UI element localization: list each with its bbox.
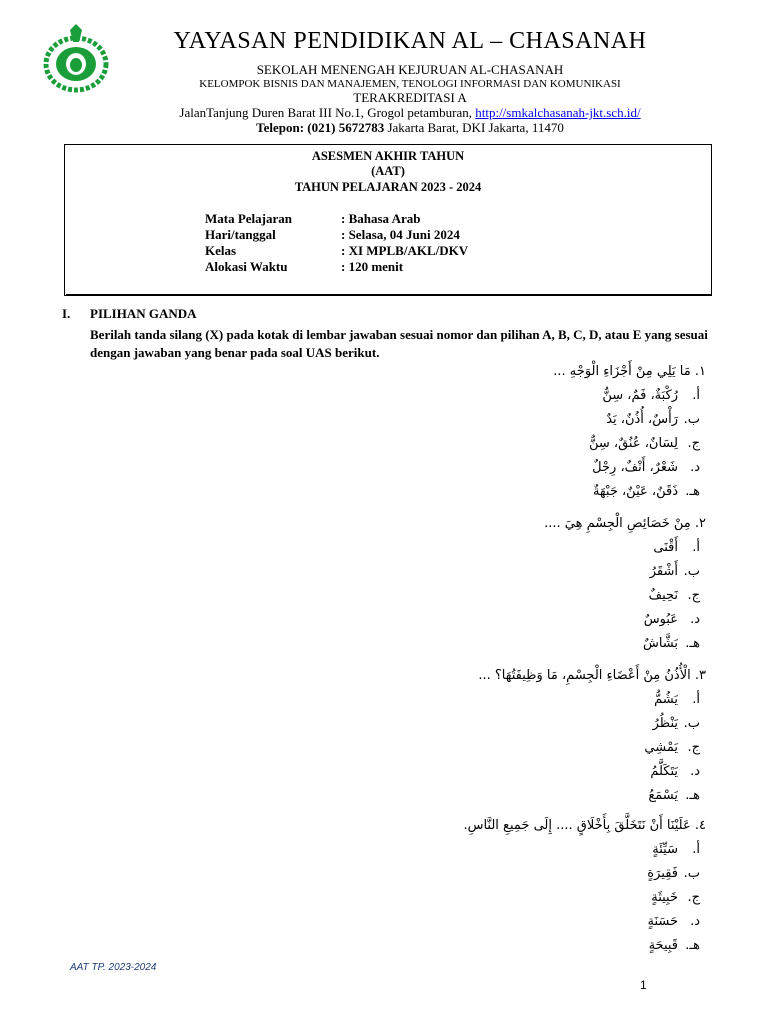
option-text: أَشْقَرُ <box>649 564 678 579</box>
question-number: ٣. <box>694 668 706 683</box>
box-shadow-line <box>66 294 712 296</box>
option-letter: هـ. <box>685 484 700 499</box>
phone-line <box>150 120 670 136</box>
answer-option <box>644 740 700 755</box>
answer-option <box>649 588 700 603</box>
question-number: ٤. <box>694 818 706 833</box>
answer-option <box>606 412 700 427</box>
exam-info-box <box>64 144 712 296</box>
option-letter: د. <box>690 460 700 475</box>
answer-option <box>647 914 700 929</box>
question-text: مِنْ خَصَائِصِ الْجِسْمِ هِيَ .... <box>544 516 691 531</box>
school-name: SEKOLAH MENENGAH KEJURUAN AL-CHASANAH <box>256 62 564 77</box>
option-letter: ب. <box>683 564 700 579</box>
option-text: بَشَّاشٌ <box>642 636 678 651</box>
section-number: I. <box>62 306 71 321</box>
info-label: Kelas <box>205 243 237 258</box>
option-letter: أ. <box>692 388 700 403</box>
answer-option <box>650 564 700 579</box>
question-number: ٢. <box>694 516 706 531</box>
answer-option <box>648 788 700 803</box>
footer-label: AAT TP. 2023-2024 <box>70 962 157 973</box>
option-text: يَمْشِي <box>644 740 678 755</box>
option-text: عَبُوسٌ <box>643 612 678 627</box>
answer-option <box>653 716 700 731</box>
option-text: خَبِيثَةٍ <box>651 890 678 905</box>
option-letter: ج. <box>687 740 700 755</box>
answer-option <box>602 388 700 403</box>
option-letter: ب. <box>683 412 700 427</box>
school-groups: KELOMPOK BISNIS DAN MANAJEMEN, TENOLOGI INFORMASI DAN KOMUNIKASI <box>199 78 621 90</box>
option-text: قَبِيحَةٍ <box>648 938 678 953</box>
option-letter: هـ. <box>685 938 700 953</box>
exam-title: ASESMEN AKHIR TAHUN <box>311 149 465 163</box>
option-text: نَحِيفٌ <box>648 588 678 603</box>
section-title: PILIHAN GANDA <box>90 306 197 321</box>
option-text: يَنْظُرُ <box>652 716 678 731</box>
question <box>463 818 706 833</box>
website-link[interactable]: http://smkalchasanah-jkt.sch.id/ <box>475 105 641 120</box>
info-value: : Selasa, 04 Juni 2024 <box>341 227 460 242</box>
section-instruction: Berilah tanda silang (X) pada kotak di lembar jawaban sesuai nomor dan pilihan A, B, C, D, atau E yang sesuai dengan jawaban yang benar pada soal UAS berikut. <box>90 327 708 360</box>
option-text: حَسَنَةٍ <box>647 914 678 929</box>
option-letter: ب. <box>683 716 700 731</box>
answer-option <box>589 436 700 451</box>
answer-option <box>651 890 700 905</box>
answer-option <box>652 842 700 857</box>
option-letter: أ. <box>692 842 700 857</box>
info-label: Mata Pelajaran <box>205 211 293 226</box>
page-number: 1 <box>640 978 647 992</box>
option-letter: ج. <box>687 588 700 603</box>
option-text: سَيِّئَةٍ <box>652 842 678 857</box>
phone-number: Telepon: (021) 5672783 <box>256 120 385 135</box>
info-value: : XI MPLB/AKL/DKV <box>341 243 469 258</box>
option-letter: هـ. <box>685 636 700 651</box>
address-text: JalanTanjung Duren Barat III No.1, Grogol petamburan, <box>179 105 476 120</box>
option-letter: د. <box>690 764 700 779</box>
answer-option <box>654 692 700 707</box>
option-text: رَأْسٌ، أُذُنٌ، يَدٌ <box>606 412 678 427</box>
city-text: Jakarta Barat, DKI Jakarta, 11470 <box>384 120 564 135</box>
answer-option <box>644 612 700 627</box>
school-logo <box>40 24 112 96</box>
info-label: Alokasi Waktu <box>205 259 288 274</box>
question-text: الْأُذُنُ مِنْ أَعْضَاءِ الْجِسْمِ، مَا وَظِيفَتُهَا؟ ... <box>478 668 691 683</box>
option-text: لِسَانٌ، عُنُقٌ، سِنٌّ <box>588 436 678 451</box>
info-label: Hari/tanggal <box>205 227 276 242</box>
option-letter: د. <box>690 914 700 929</box>
answer-option <box>649 938 700 953</box>
answer-option <box>593 484 700 499</box>
accreditation: TERAKREDITASI A <box>353 90 467 105</box>
address-line <box>150 105 670 121</box>
question <box>553 364 706 379</box>
question <box>478 668 706 683</box>
question-number: ١. <box>694 364 706 379</box>
option-letter: أ. <box>692 540 700 555</box>
option-text: يَسْمَعُ <box>648 788 678 803</box>
question-text: مَا يَلِي مِنْ أَجْزَاءِ الْوَجْهِ ... <box>553 364 691 379</box>
option-letter: هـ. <box>685 788 700 803</box>
option-text: شَعْرٌ، أَنْفٌ، رِجْلٌ <box>592 460 678 475</box>
question <box>544 516 706 531</box>
option-letter: ج. <box>687 890 700 905</box>
answer-option <box>643 636 700 651</box>
answer-option <box>650 764 700 779</box>
exam-year: TAHUN PELAJARAN 2023 - 2024 <box>294 180 482 194</box>
option-letter: أ. <box>692 692 700 707</box>
option-text: رُكْبَةٌ، فَمٌ، سِنٌّ <box>602 388 678 403</box>
answer-option <box>653 540 700 555</box>
foundation-title: YAYASAN PENDIDIKAN AL – CHASANAH <box>173 28 647 54</box>
option-text: فَقِيرَةٍ <box>647 866 678 881</box>
info-value: : Bahasa Arab <box>341 211 421 226</box>
option-letter: ب. <box>683 866 700 881</box>
exam-abbr: (AAT) <box>371 164 405 178</box>
info-value: : 120 menit <box>341 259 404 274</box>
option-text: يَتَكَلَّمُ <box>650 764 678 779</box>
option-letter: ج. <box>687 436 700 451</box>
question-text: عَلَيْنَا أَنْ نَتَخَلَّقَ بِأَخْلَاقٍ .... إِلَى جَمِيعِ النَّاسِ. <box>463 818 691 833</box>
answer-option <box>647 866 700 881</box>
option-text: أَقْنَى <box>653 540 678 555</box>
answer-option <box>592 460 700 475</box>
option-letter: د. <box>690 612 700 627</box>
option-text: ذَقَنٌ، عَيْنٌ، جَبْهَةٌ <box>592 484 678 499</box>
option-text: يَشُمُّ <box>654 692 678 707</box>
